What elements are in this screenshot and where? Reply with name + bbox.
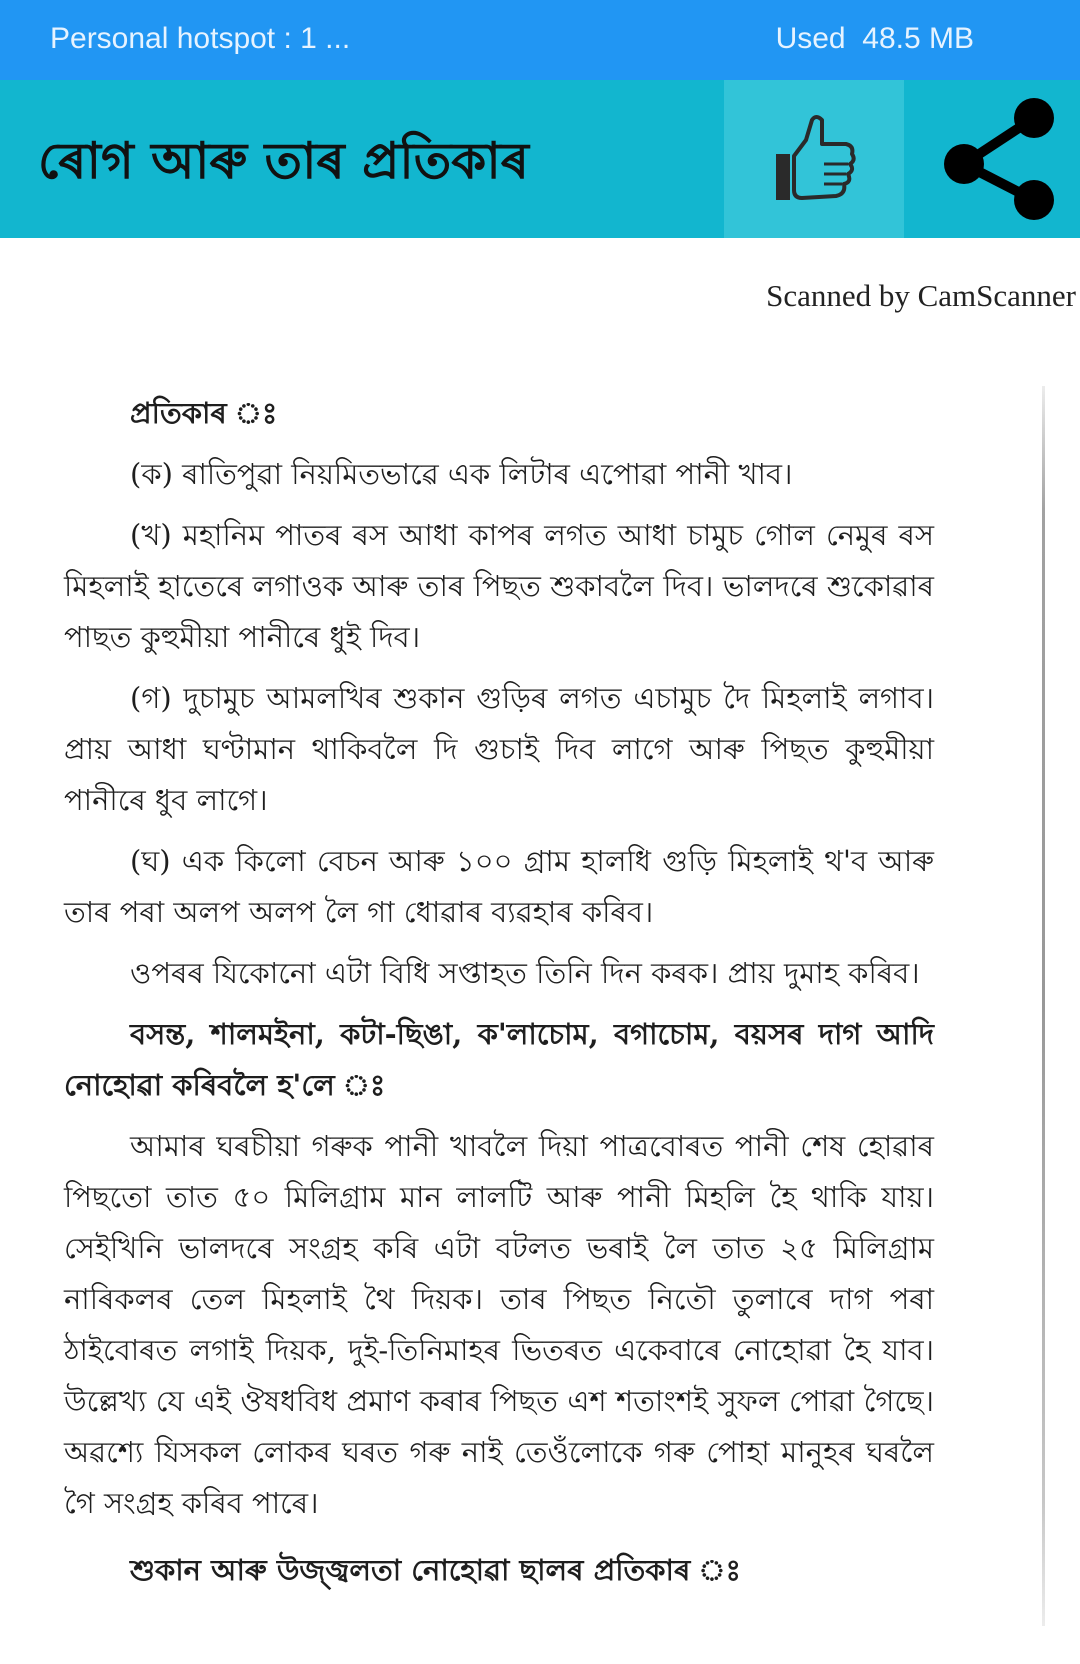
section-heading: প্ৰতিকাৰ ঃ [130,396,278,430]
watermark: Scanned by CamScanner [766,278,1076,313]
remedy-paragraph: ওপৰৰ যিকোনো এটা বিধি সপ্তাহত তিনি দিন কৰক। প্ৰায় দুমাহ কৰিব। [130,956,920,990]
scanned-page [64,388,934,1606]
remedy-paragraph: (গ) দুচামুচ আমলখিৰ শুকান গুড়িৰ লগত এচামুচ দৈ মিহলাই লগাব। প্ৰায় আধা ঘণ্টামান থাকিবলৈ দি গুচাই দিব লাগে আৰু পিছত কুহুমীয়া পানীৰে ধুব লাগে। [64,681,934,817]
body-paragraph: আমাৰ ঘৰচীয়া গৰুক পানী খাবলৈ দিয়া পাত্ৰবোৰত পানী শেষ হোৱাৰ পিছতো তাত ৫০ মিলিগ্ৰাম মান লালটি আৰু পানী মিহলি হৈ থাকি যায়। সেইখিনি ভালদৰে সংগ্ৰহ কৰি এটা বটলত ভৰাই লৈ তাত ২৫ মিলিগ্ৰাম নাৰিকলৰ তেল মিহলাই থৈ দিয়ক। তাৰ পিছত নিতৌ তুলাৰে দাগ পৰা ঠাইবোৰত লগাই দিয়ক, দুই-তিনিমাহৰ ভিতৰত একেবাৰে নোহোৱা হৈ যাব। উল্লেখ্য যে এই ঔষধবিধ প্ৰমাণ কৰাৰ পিছত এশ শতাংশই সুফল পোৱা গৈছে। অৱশ্যে যিসকল লোকৰ ঘৰত গৰু নাই তেওঁলোকে গৰু পোহা মানুহৰ ঘৰলৈ গৈ সংগ্ৰহ কৰিব পাৰে। [64,1129,934,1520]
remedy-paragraph: (খ) মহানিম পাতৰ ৰস আধা কাপৰ লগত আধা চামুচ গোল নেমুৰ ৰস মিহলাই হাতেৰে লগাওক আৰু তাৰ পিছত শুকাবলৈ দিব। ভালদৰে শুকোৱাৰ পাছত কুহুমীয়া পানীৰে ধুই দিব। [64,518,934,654]
hotspot-status: Personal hotspot : 1 ... [50,22,351,55]
page-title: ৰোগ আৰু তাৰ প্ৰতিকাৰ [38,132,529,190]
remedy-paragraph: (ঘ) এক কিলো বেচন আৰু ১০০ গ্ৰাম হালধি গুড়ি মিহলাই থ'ব আৰু তাৰ পৰা অলপ অলপ লৈ গা ধোৱাৰ ব্যৱহাৰ কৰিব। [64,844,934,929]
data-usage: Used 48.5 MB [775,22,974,55]
like-button[interactable] [724,80,904,238]
remedy-paragraph: (ক) ৰাতিপুৱা নিয়মিতভাৱে এক লিটাৰ এপোৱা পানী খাব। [130,457,793,491]
subsection-heading: বসন্ত, শালমইনা, কটা-ছিঙা, ক'লাচোম, বগাচোম, বয়সৰ দাগ আদি নোহোৱা কৰিবলৈ হ'লে ঃ [64,1017,934,1102]
status-bar [0,0,1080,80]
document-view[interactable] [0,238,1080,1664]
thumbs-up-icon [772,114,856,204]
next-section-heading: শুকান আৰু উজ্জ্বলতা নোহোৱা ছালৰ প্ৰতিকাৰ ঃ [130,1553,741,1587]
scan-page-edge [1042,386,1045,1626]
share-button[interactable] [906,80,1080,238]
app-bar [0,80,1080,238]
share-icon [936,94,1056,224]
